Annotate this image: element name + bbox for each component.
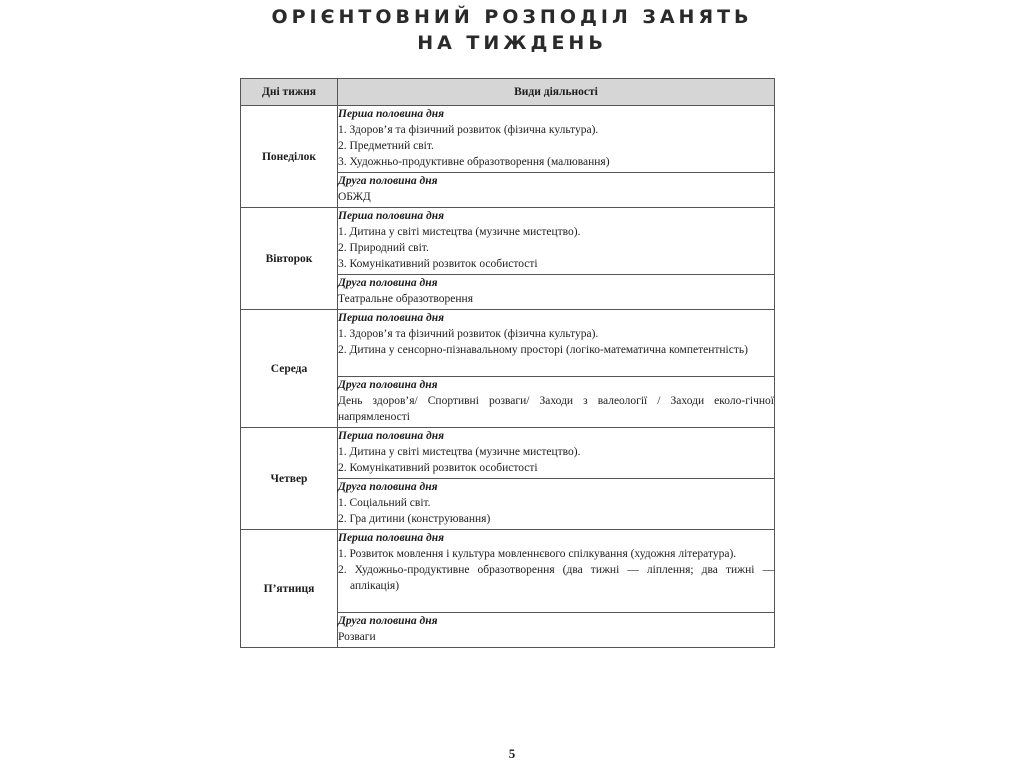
activity-item: 2. Художньо-продуктивне образотворення (два тижні — ліплення; два тижні — аплікація): [338, 564, 774, 592]
second-half-cell: [338, 173, 775, 208]
day-name: Четвер: [241, 428, 338, 530]
activity-item: Театральне образотворення: [338, 293, 473, 305]
activity-item: 1. Здоров’я та фізичний розвиток (фізична культура).: [338, 124, 599, 136]
day-name: Середа: [241, 310, 338, 428]
page-number: 5: [508, 746, 516, 761]
activity-item: 1. Дитина у світі мистецтва (музичне мистецтво).: [338, 446, 581, 458]
table-row: [241, 208, 775, 275]
table-row: [241, 106, 775, 173]
second-half-header: Друга половина дня: [338, 277, 438, 289]
second-half-cell: [338, 275, 775, 310]
activity-item: 3. Комунікативний розвиток особистості: [338, 258, 538, 270]
activity-item: 2. Дитина у сенсорно-пізнавальному просторі (логіко-математична компетентність): [338, 344, 748, 356]
column-header-days: Дні тижня: [241, 79, 338, 106]
activity-item: 1. Розвиток мовлення і культура мовленнєвого спілкування (художня література).: [338, 548, 737, 560]
day-name: Понеділок: [241, 106, 338, 208]
page-title-line-2: НА ТИЖДЕНЬ: [417, 32, 607, 54]
table-row: [241, 530, 775, 613]
second-half-cell: [338, 377, 775, 428]
second-half-cell: [338, 613, 775, 648]
page-title-line-1: ОРІЄНТОВНИЙ РОЗПОДІЛ ЗАНЯТЬ: [271, 6, 753, 28]
activity-item: 1. Дитина у світі мистецтва (музичне мистецтво).: [338, 226, 581, 238]
second-half-header: Друга половина дня: [338, 481, 438, 493]
first-half-cell: [338, 208, 775, 275]
first-half-header: Перша половина дня: [338, 108, 445, 120]
first-half-header: Перша половина дня: [338, 532, 445, 544]
second-half-cell: [338, 479, 775, 530]
second-half-header: Друга половина дня: [338, 379, 438, 391]
first-half-header: Перша половина дня: [338, 210, 445, 222]
table-header-row: [241, 79, 775, 106]
first-half-cell: [338, 428, 775, 479]
first-half-cell: [338, 530, 775, 613]
table-row: [241, 428, 775, 479]
activity-item: 1. Соціальний світ.: [338, 497, 431, 509]
schedule-table: [240, 78, 775, 648]
activity-item: 3. Художньо-продуктивне образотворення (малювання): [338, 156, 610, 168]
activity-item: 2. Предметний світ.: [338, 140, 434, 152]
activity-item: Розваги: [338, 631, 376, 643]
second-half-header: Друга половина дня: [338, 615, 438, 627]
first-half-cell: [338, 106, 775, 173]
second-half-header: Друга половина дня: [338, 175, 438, 187]
first-half-header: Перша половина дня: [338, 430, 445, 442]
activity-item: 1. Здоров’я та фізичний розвиток (фізична культура).: [338, 328, 599, 340]
day-name: П’ятниця: [241, 530, 338, 648]
activity-item: 2. Природний світ.: [338, 242, 429, 254]
first-half-header: Перша половина дня: [338, 312, 445, 324]
table-row: [241, 310, 775, 377]
activity-item: День здоров’я/ Спортивні розваги/ Заходи з валеології / Заходи еколо-гічної напрямленості: [338, 395, 774, 423]
column-header-activities: Види діяльності: [338, 79, 775, 106]
activity-item: ОБЖД: [338, 191, 371, 203]
day-name: Вівторок: [241, 208, 338, 310]
activity-item: 2. Гра дитини (конструювання): [338, 513, 491, 525]
activity-item: 2. Комунікативний розвиток особистості: [338, 462, 538, 474]
first-half-cell: [338, 310, 775, 377]
